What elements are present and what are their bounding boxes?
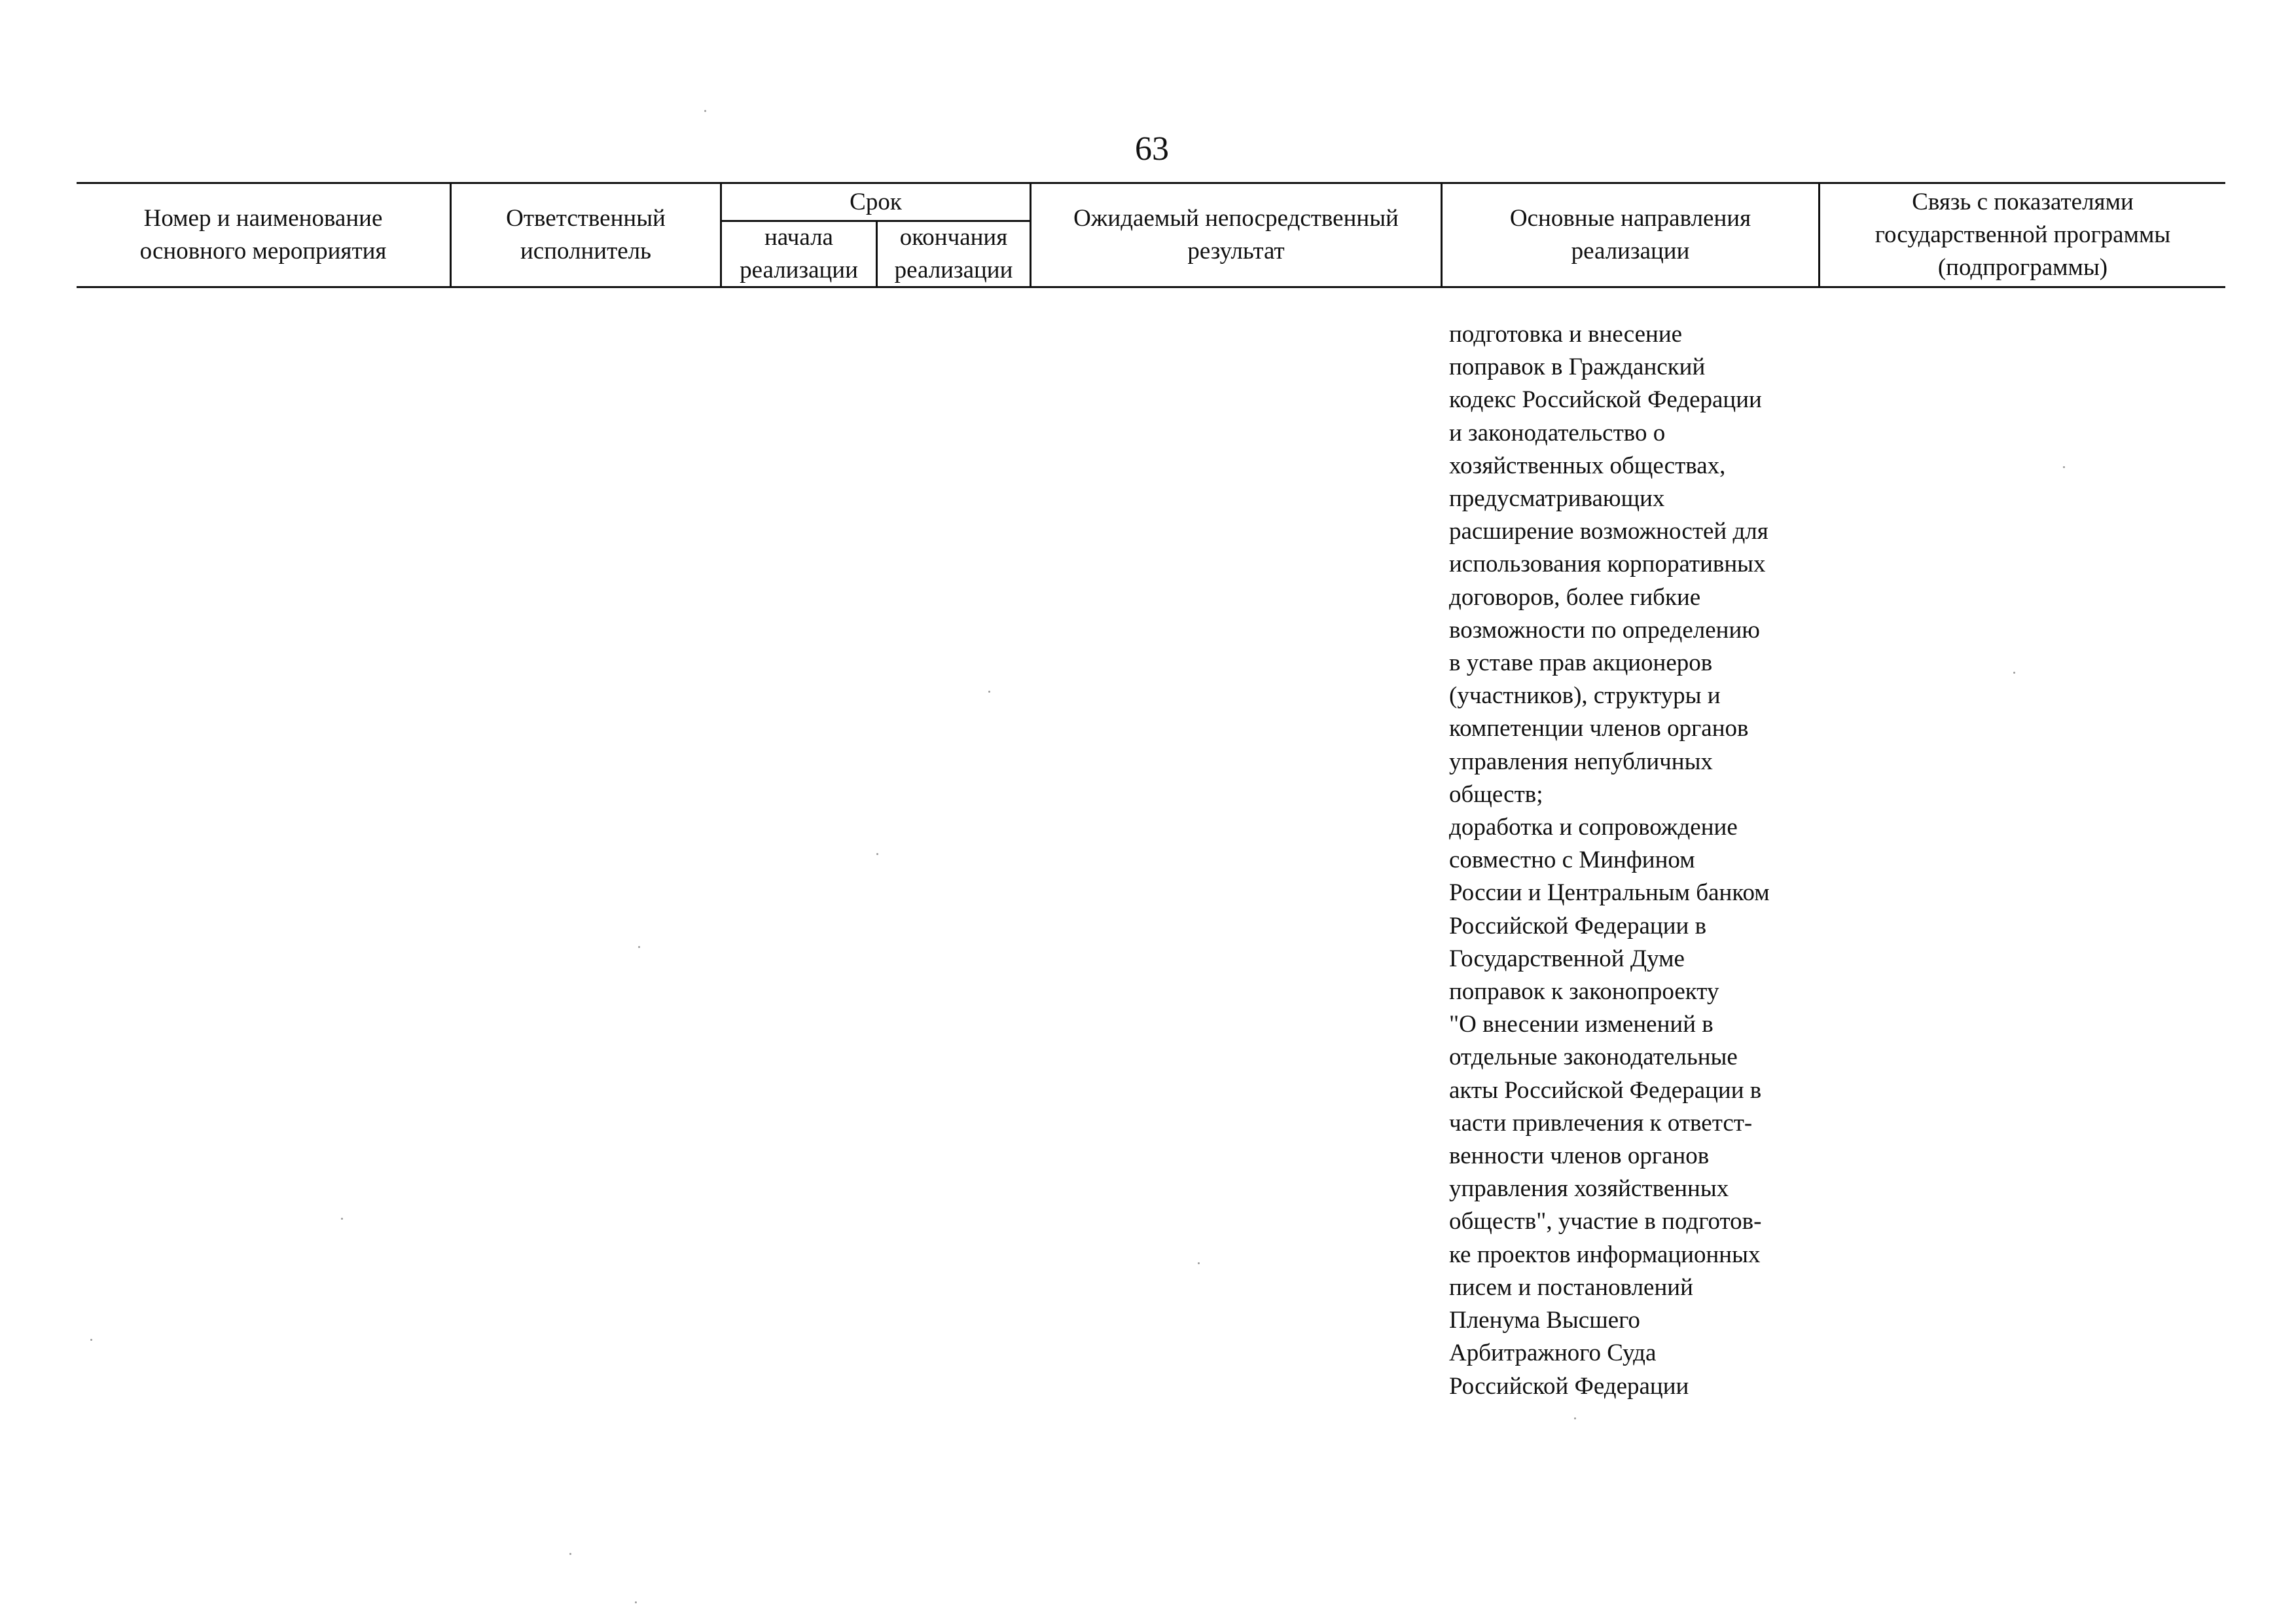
scan-speck [2013, 672, 2015, 674]
header-directions [1443, 184, 1818, 286]
header-term-end-label: окончания реализации [894, 224, 1013, 283]
scan-speck [638, 946, 640, 948]
scan-speck [988, 691, 990, 693]
header-executor-label: Ответственный исполнитель [506, 205, 666, 264]
scan-speck [876, 853, 878, 855]
header-executor [452, 184, 720, 286]
scan-speck [704, 110, 706, 112]
scan-speck [2063, 466, 2065, 468]
table-header [77, 182, 2225, 288]
scan-speck [1198, 1262, 1200, 1264]
page-number: 63 [1135, 130, 1169, 168]
header-directions-label: Основные направления реализации [1509, 205, 1751, 264]
scan-speck [635, 1601, 637, 1603]
header-indicators [1820, 184, 2225, 286]
header-activity-label: Номер и наименование основного мероприятия [139, 205, 387, 264]
header-term-start [722, 222, 876, 286]
header-expected-result-label: Ожидаемый непосредственный результат [1073, 205, 1399, 264]
scan-speck [341, 1218, 343, 1220]
header-expected-result [1031, 184, 1441, 286]
header-activity [77, 184, 450, 286]
header-term-end [878, 222, 1030, 286]
scan-speck [569, 1553, 571, 1555]
header-indicators-label: Связь с показателями государственной программы (подпрограммы) [1874, 189, 2171, 281]
scan-speck [1574, 1417, 1576, 1419]
header-term [722, 184, 1030, 220]
header-term-label: Срок [850, 188, 902, 215]
scan-speck [90, 1339, 92, 1341]
directions-cell-text: подготовка и внесение поправок в Гражданский кодекс Российской Федерации и законодательство о хозяйственных обществах, предусматривающих расширение возможностей для использования корпоративных договоров, более гибкие возможности по определению в уставе прав акционеров (участников), структуры и компетенции членов органов управления непубличных обществ; доработка и сопровождение совместно с Минфином России и Центральным банком Российской Федерации в Государственной Думе поправок к законопроекту "О внесении изменений в отдельные законодательные акты Российской Федерации в части привлечения к ответст- венности членов органов управления хозяйственных обществ", участие в подготов- ке проектов информационных писем и постановлений Пленума Высшего Арбитражного Суда Российской Федерации [1449, 321, 1770, 1400]
header-term-start-label: начала реализации [740, 224, 858, 283]
